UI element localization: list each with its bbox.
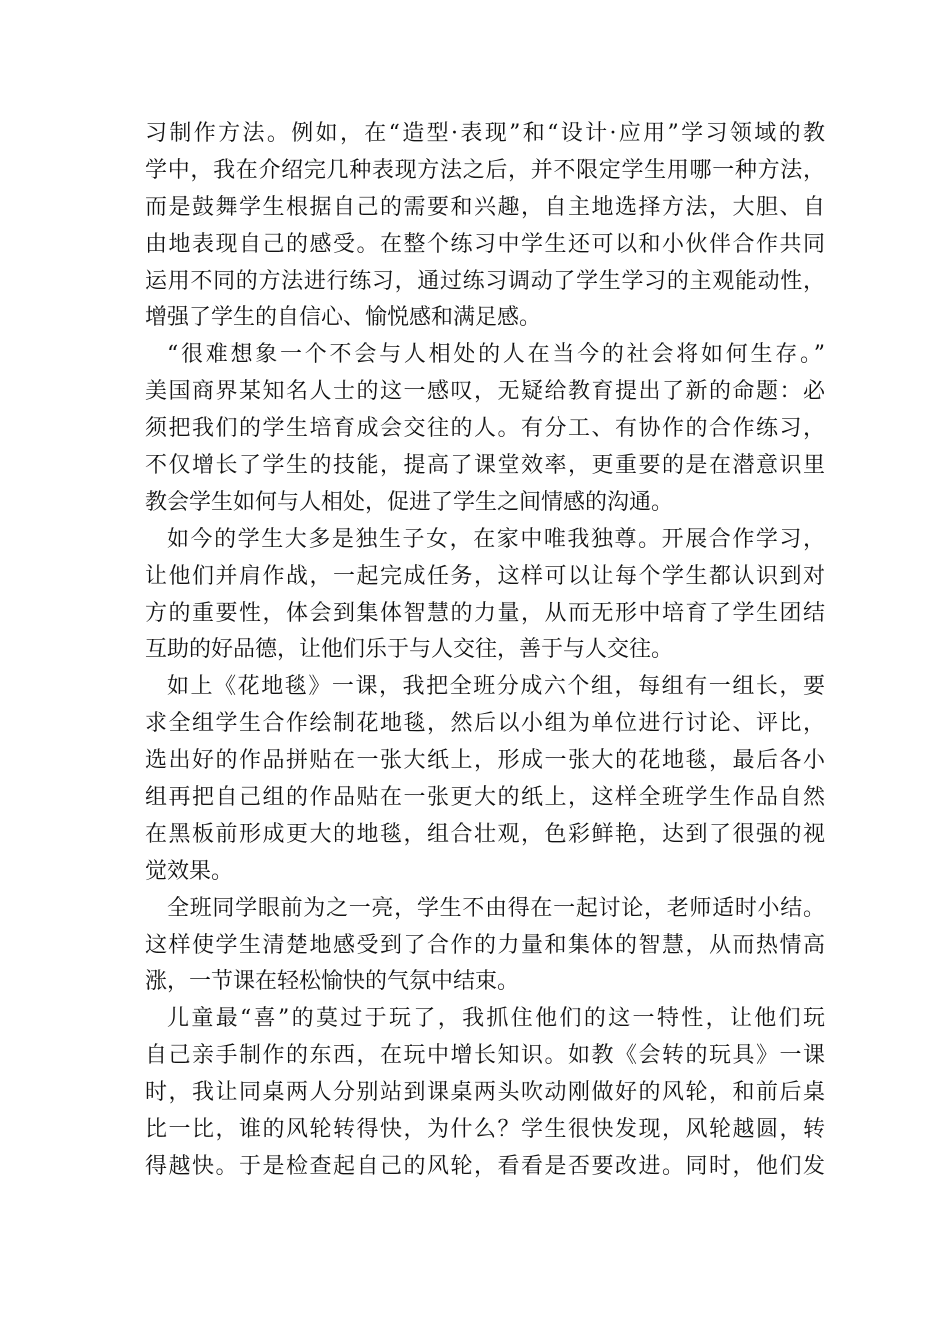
text-line: 时，我让同桌两人分别站到课桌两头吹动刚做好的风轮，和前后桌 <box>145 1080 825 1106</box>
text-line: 比一比，谁的风轮转得快，为什么？学生很快发现，风轮越圆，转 <box>145 1117 825 1143</box>
text-line: 选出好的作品拼贴在一张大纸上，形成一张大的花地毯，最后各小 <box>145 748 825 774</box>
text-line: 儿童最“喜”的莫过于玩了，我抓住他们的这一特性，让他们玩 <box>167 1006 825 1032</box>
text-line: 教会学生如何与人相处，促进了学生之间情感的沟通。 <box>145 489 674 515</box>
text-line: 习制作方法。例如，在“造型·表现”和“设计·应用”学习领域的教 <box>145 121 825 146</box>
text-line: 增强了学生的自信心、愉悦感和满足感。 <box>145 305 542 331</box>
text-line: 全班同学眼前为之一亮，学生不由得在一起讨论，老师适时小结。 <box>167 895 825 921</box>
text-line: 运用不同的方法进行练习，通过练习调动了学生学习的主观能动性， <box>145 268 825 294</box>
text-line: 在黑板前形成更大的地毯，组合壮观，色彩鲜艳，达到了很强的视 <box>145 821 825 847</box>
text-line: 学中，我在介绍完几种表现方法之后，并不限定学生用哪一种方法， <box>145 157 825 183</box>
text-line: 让他们并肩作战，一起完成任务，这样可以让每个学生都认识到对 <box>145 563 825 589</box>
text-line: 须把我们的学生培育成会交往的人。有分工、有协作的合作练习， <box>145 416 825 442</box>
text-line: 组再把自己组的作品贴在一张更大的纸上，这样全班学生作品自然 <box>145 785 825 811</box>
text-line: 得越快。于是检查起自己的风轮，看看是否要改进。同时，他们发 <box>145 1153 825 1179</box>
text-line: 由地表现自己的感受。在整个练习中学生还可以和小伙伴合作共同 <box>145 231 825 257</box>
text-line: 而是鼓舞学生根据自己的需要和兴趣，自主地选择方法，大胆、自 <box>145 194 825 220</box>
text-line: 方的重要性，体会到集体智慧的力量，从而无形中培育了学生团结 <box>145 600 825 626</box>
text-line: 互助的好品德，让他们乐于与人交往，善于与人交往。 <box>145 637 674 663</box>
text-line: 这样使学生清楚地感受到了合作的力量和集体的智慧，从而热情高 <box>145 932 825 958</box>
text-line: 如今的学生大多是独生子女，在家中唯我独尊。开展合作学习， <box>167 526 825 552</box>
text-line: 求全组学生合作绘制花地毯，然后以小组为单位进行讨论、评比， <box>145 711 825 737</box>
text-line: “很难想象一个不会与人相处的人在当今的社会将如何生存。” <box>167 342 825 368</box>
text-line: 如上《花地毯》一课，我把全班分成六个组，每组有一组长，要 <box>167 674 825 700</box>
text-line: 自己亲手制作的东西，在玩中增长知识。如教《会转的玩具》一课 <box>145 1043 825 1069</box>
text-line: 不仅增长了学生的技能，提高了课堂效率，更重要的是在潜意识里 <box>145 453 825 479</box>
body-text <box>145 116 825 1186</box>
text-line: 觉效果。 <box>145 858 234 884</box>
text-line: 美国商界某知名人士的这一感叹，无疑给教育提出了新的命题：必 <box>145 379 825 405</box>
text-line: 涨，一节课在轻松愉快的气氛中结束。 <box>145 969 520 995</box>
